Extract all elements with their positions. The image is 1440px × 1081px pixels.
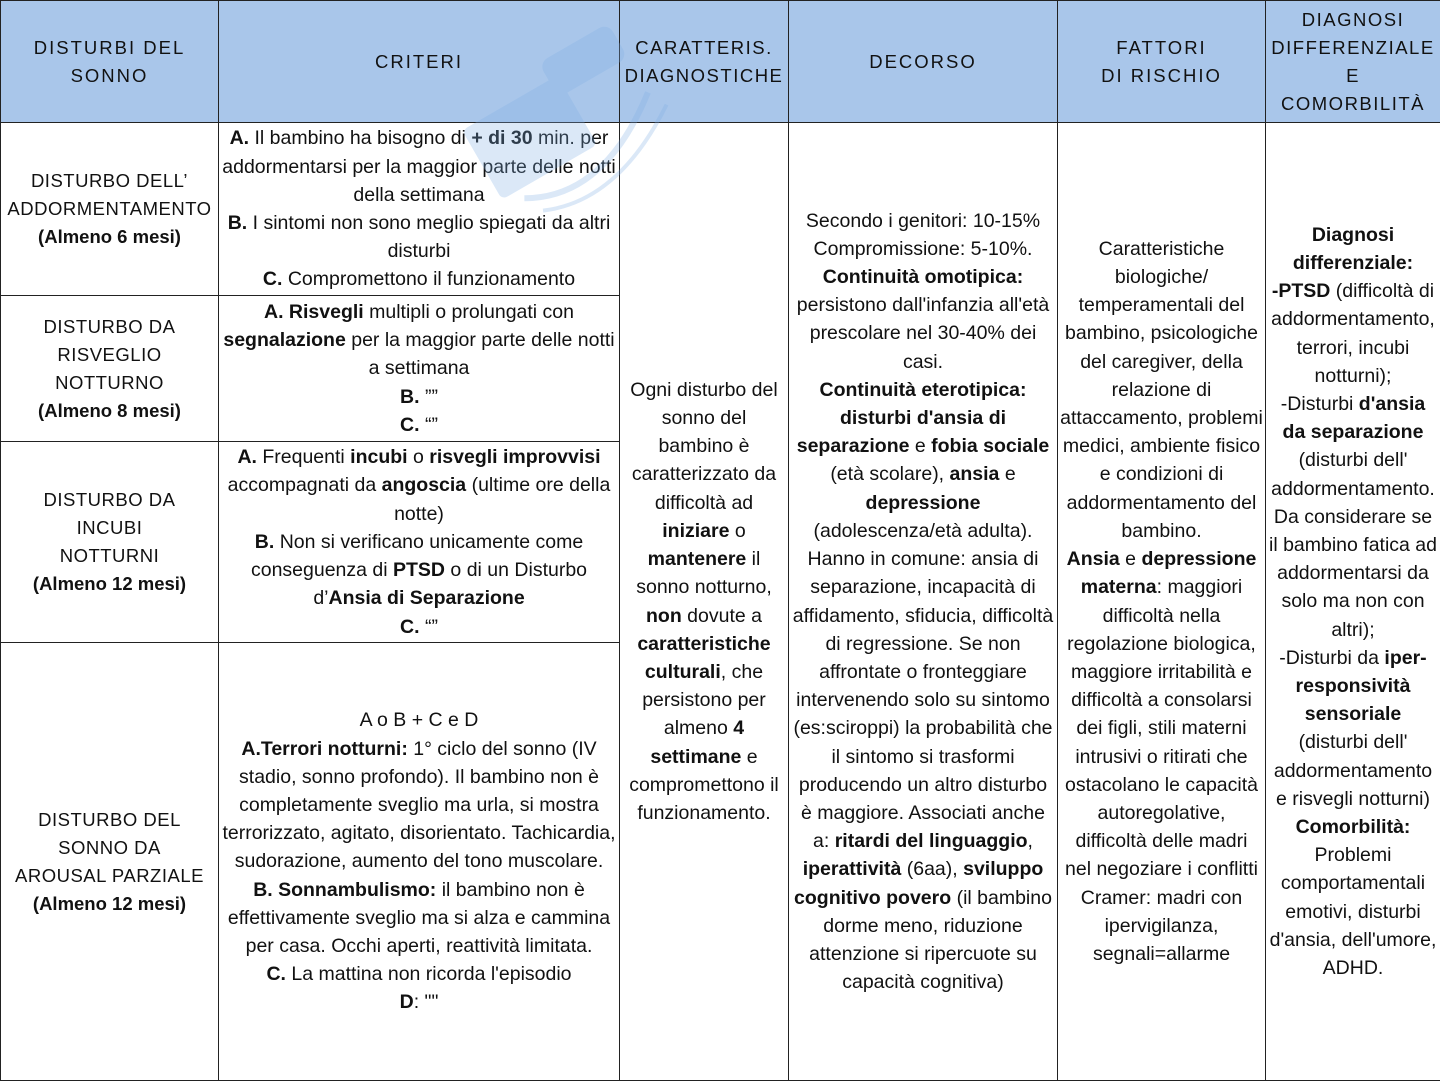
criteria-risveglio: A. Risvegli multipli o prolungati con segnalazione per la maggior parte delle notti a settimana B. ”” C. “”: [219, 296, 620, 442]
fattori-di-rischio: Caratteristiche biologiche/ temperamentali del bambino, psicologiche del caregiver, della relazione di attaccamento, problemi medici, ambiente fisico e condizioni di addormentamento del bambino. Ansia e depressione materna: maggiori difficoltà nella regolazione biologica, maggiore irritabilità e difficoltà a consolarsi dei figli, stili materni intrusivi o ritirati che ostacolano le capacità autoregolative, difficoltà delle madri nel negoziare i conflitti Cramer: madri con ipervigilanza, segnali=allarme: [1058, 123, 1266, 1081]
caratteristiche-diagnostiche: Ogni disturbo del sonno del bambino è caratterizzato da difficoltà ad iniziare o mantenere il sonno notturno, non dovute a caratteristiche culturali, che persistono per almeno 4 settimane e compromettono il funzionamento.: [620, 123, 789, 1081]
header-diagnosi: DIAGNOSI DIFFERENZIALE E COMORBILITÀ: [1266, 1, 1440, 123]
header-disturbi: DISTURBI DEL SONNO: [1, 1, 219, 123]
table-row: [1, 123, 1440, 296]
header-criteri: CRITERI: [219, 1, 620, 123]
header-fattori: FATTORI DI RISCHIO: [1058, 1, 1266, 123]
row-name-risveglio: DISTURBO DA RISVEGLIO NOTTURNO (Almeno 8 mesi): [1, 296, 219, 442]
row-name-arousal: DISTURBO DEL SONNO DA AROUSAL PARZIALE (Almeno 12 mesi): [1, 643, 219, 1081]
row-name-incubi: DISTURBO DA INCUBI NOTTURNI (Almeno 12 mesi): [1, 442, 219, 643]
row-name-addormentamento: DISTURBO DELL’ ADDORMENTAMENTO (Almeno 6 mesi): [1, 123, 219, 296]
diagnosi-comorbilita: Diagnosi differenziale: -PTSD (difficoltà di addormentamento, terrori, incubi notturni); -Disturbi d'ansia da separazione (disturbi dell' addormentamento. Da considerare se il bambino fatica ad addormentarsi da solo ma non con altri); -Disturbi da iper-responsività sensoriale (disturbi dell' addormentamento e risvegli notturni) Comorbilità: Problemi comportamentali emotivi, disturbi d'ansia, dell'umore, ADHD.: [1266, 123, 1440, 1081]
header-row: [1, 1, 1440, 123]
header-caratteristiche: CARATTERIS. DIAGNOSTICHE: [620, 1, 789, 123]
criteria-incubi: A. Frequenti incubi o risvegli improvvisi accompagnati da angoscia (ultime ore della notte) B. Non si verificano unicamente come conseguenza di PTSD o di un Disturbo d’Ansia di Separazione C. “”: [219, 442, 620, 643]
criteria-addormentamento: A. Il bambino ha bisogno di + di 30 min. per addormentarsi per la maggior parte delle notti della settimana B. I sintomi non sono meglio spiegati da altri disturbi C. Compromettono il funzionamento: [219, 123, 620, 296]
decorso: Secondo i genitori: 10-15% Compromissione: 5-10%. Continuità omotipica: persistono dall'infanzia all'età prescolare nel 30-40% dei casi. Continuità eterotipica: disturbi d'ansia di separazione e fobia sociale (età scolare), ansia e depressione (adolescenza/età adulta). Hanno in comune: ansia di separazione, incapacità di affidamento, sfiducia, difficoltà di regressione. Se non affrontate o fronteggiare intervenendo solo su sintomo (es:sciroppi) la probabilità che il sintomo si trasformi producendo un altro disturbo è maggiore. Associati anche a: ritardi del linguaggio, iperattività (6aa), sviluppo cognitivo povero (il bambino dorme meno, riduzione attenzione si ripercuote su capacità cognitiva): [789, 123, 1058, 1081]
header-decorso: DECORSO: [789, 1, 1058, 123]
criteria-arousal: A o B + C e D A.Terrori notturni: 1° ciclo del sonno (IV stadio, sonno profondo). Il bambino non è completamente sveglio ma urla, si mostra terrorizzato, agitato, disorientato. Tachicardia, sudorazione, aumento del tono muscolare. B. Sonnambulismo: il bambino non è effettivamente sveglio ma si alza e cammina per casa. Occhi aperti, reattività limitata. C. La mattina non ricorda l'episodio D: "": [219, 643, 620, 1081]
